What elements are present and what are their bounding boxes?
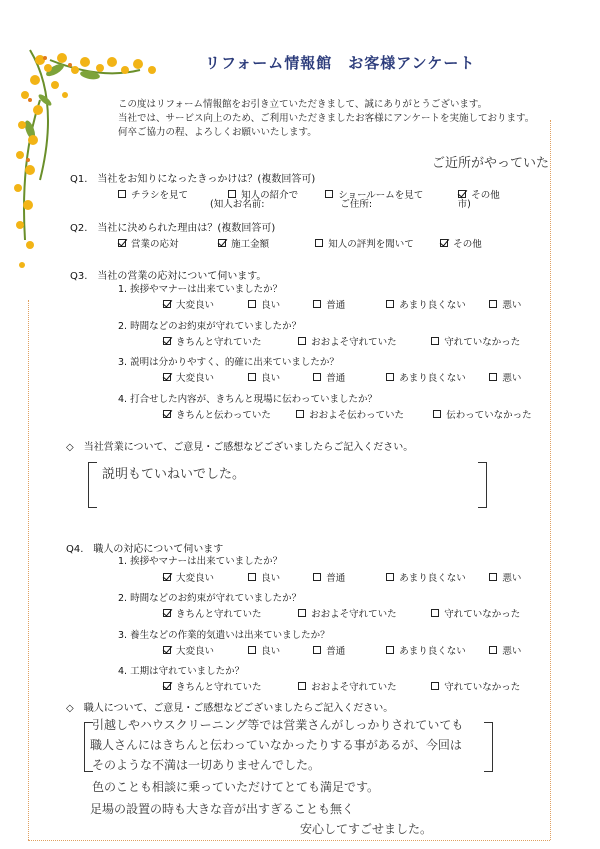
checkbox-checked[interactable]: [163, 682, 171, 690]
checkbox[interactable]: [298, 682, 306, 690]
checkbox[interactable]: [386, 373, 394, 381]
checkbox[interactable]: [489, 573, 497, 581]
bottom-dotted-border: [28, 840, 550, 841]
q4-item-4-options: きちんと守れていた おおよそ守れていた 守れていなかった: [163, 675, 520, 694]
checkbox-checked[interactable]: [440, 239, 448, 247]
checkbox[interactable]: [248, 646, 256, 654]
checkbox[interactable]: [431, 337, 439, 345]
checkbox[interactable]: [248, 300, 256, 308]
checkbox[interactable]: [431, 609, 439, 617]
checkbox[interactable]: [313, 373, 321, 381]
checkbox[interactable]: [296, 410, 304, 418]
checkbox[interactable]: [313, 300, 321, 308]
q1-label: Q1. 当社をお知りになったきっかけは？(複数回答可): [70, 174, 316, 185]
checkbox[interactable]: [248, 373, 256, 381]
craftsman-comment-line-4[interactable]: 色のことも相談に乗っていただけてとても満足です。: [92, 780, 380, 794]
checkbox[interactable]: [313, 646, 321, 654]
q2-options: [118, 232, 482, 251]
craftsman-comment-line-2[interactable]: 職人さんにはきちんと伝わっていなかったりする事があるが、今回は: [90, 738, 462, 752]
checkbox[interactable]: [489, 646, 497, 654]
q2-option-reputation[interactable]: 知人の評判を聞いて: [315, 236, 435, 250]
q1-option-other[interactable]: その他: [458, 187, 500, 201]
checkbox[interactable]: [315, 239, 323, 247]
checkbox-checked[interactable]: [163, 646, 171, 654]
left-dotted-border: [28, 300, 29, 840]
checkbox-checked[interactable]: [163, 410, 171, 418]
right-dotted-border: [550, 120, 551, 840]
intro-line-1: この度はリフォーム情報館をお引き立ていただきまして、誠にありがとうございます。: [118, 99, 488, 110]
checkbox-checked[interactable]: [163, 300, 171, 308]
q1-other-handwritten: ご近所がやっていた: [432, 156, 550, 171]
checkbox-checked[interactable]: [218, 239, 226, 247]
q2-option-other[interactable]: その他: [440, 236, 482, 250]
q3-item-3-options: 大変良い 良い 普通 あまり良くない 悪い: [163, 366, 521, 385]
checkbox-checked[interactable]: [163, 609, 171, 617]
q2-option-price[interactable]: 施工金額: [218, 236, 310, 250]
checkbox-checked[interactable]: [118, 239, 126, 247]
q4-item-1-question: 1. 挨拶やマナーは出来ていましたか？: [118, 556, 283, 567]
checkbox-checked[interactable]: [163, 337, 171, 345]
sales-comment-box-left: [88, 462, 97, 508]
q3-label: Q3. 当社の営業の応対について伺います。: [70, 271, 267, 282]
checkbox-checked[interactable]: [163, 573, 171, 581]
checkbox[interactable]: [298, 609, 306, 617]
survey-title: リフォーム情報館 お客様アンケート: [205, 54, 476, 72]
q1-option-referral[interactable]: 知人の紹介で: [228, 187, 320, 201]
q3-item-2-question: 2. 時間などのお約束が守れていましたか？: [118, 321, 302, 332]
craftsman-comment-line-6[interactable]: 安心してすごせました。: [300, 822, 433, 836]
intro-line-2: 当社では、サービス向上のため、ご利用いただきましたお客様にアンケートを実施しております。: [118, 113, 535, 124]
q4-item-3-options: 大変良い 良い 普通 あまり良くない 悪い: [163, 639, 521, 658]
q4-label: Q4. 職人の対応について伺います: [66, 544, 224, 555]
q4-item-1-options: 大変良い 良い 普通 あまり良くない 悪い: [163, 566, 521, 585]
checkbox[interactable]: [118, 190, 126, 198]
checkbox[interactable]: [386, 573, 394, 581]
q1-option-flyer[interactable]: チラシを見て: [118, 187, 223, 201]
intro-line-3: 何卒ご協力の程、よろしくお願いいたします。: [118, 127, 317, 138]
craftsman-comment-line-5[interactable]: 足場の設置の時も大きな音が出すぎることも無く: [90, 802, 355, 816]
craftsman-comment-line-3[interactable]: そのような不満は一切ありませんでした。: [92, 758, 321, 772]
q2-option-sales[interactable]: 営業の応対: [118, 236, 213, 250]
checkbox[interactable]: [248, 573, 256, 581]
checkbox[interactable]: [431, 682, 439, 690]
q4-item-3-question: 3. 養生などの作業的気遣いは出来ていましたか？: [118, 630, 330, 641]
sales-comment-label: ◇ 当社営業について、ご意見・ご感想などございましたらご記入ください。: [66, 442, 414, 453]
checkbox[interactable]: [489, 373, 497, 381]
q3-item-1-question: 1. 挨拶やマナーは出来ていましたか？: [118, 284, 283, 295]
q4-item-2-options: きちんと守れていた おおよそ守れていた 守れていなかった: [163, 602, 520, 621]
q3-item-1-options: 大変良い 良い 普通 あまり良くない 悪い: [163, 293, 521, 312]
craftsman-comment-box-right: [484, 722, 493, 772]
q3-item-2-options: きちんと守れていた おおよそ守れていた 守れていなかった: [163, 330, 520, 349]
checkbox-checked[interactable]: [163, 373, 171, 381]
q3-item-4-question: 4. 打合せした内容が、きちんと現場に伝わっていましたか？: [118, 394, 377, 405]
craftsman-comment-label: ◇ 職人について、ご意見・ご感想などございましたらご記入ください。: [66, 703, 394, 714]
sales-comment-text[interactable]: 説明もていねいでした。: [102, 467, 246, 482]
sales-comment-box-right: [478, 462, 487, 508]
checkbox[interactable]: [313, 573, 321, 581]
q1-option-showroom[interactable]: ショールームを見て: [325, 187, 453, 201]
q1-referral-line: (知人お名前: ご住所: 市): [210, 199, 471, 210]
checkbox[interactable]: [489, 300, 497, 308]
craftsman-comment-line-1[interactable]: 引越しやハウスクリーニング等では営業さんがしっかりされていても: [92, 718, 464, 732]
checkbox[interactable]: [298, 337, 306, 345]
q3-item-4-options: きちんと伝わっていた おおよそ伝わっていた 伝わっていなかった: [163, 403, 532, 422]
checkbox[interactable]: [433, 410, 441, 418]
q3-item-3-question: 3. 説明は分かりやすく、的確に出来ていましたか？: [118, 357, 339, 368]
q4-item-4-question: 4. 工期は守れていましたか？: [118, 666, 245, 677]
checkbox[interactable]: [386, 646, 394, 654]
q2-label: Q2. 当社に決められた理由は？(複数回答可): [70, 223, 276, 234]
q4-item-2-question: 2. 時間などのお約束が守れていましたか？: [118, 593, 302, 604]
checkbox[interactable]: [386, 300, 394, 308]
